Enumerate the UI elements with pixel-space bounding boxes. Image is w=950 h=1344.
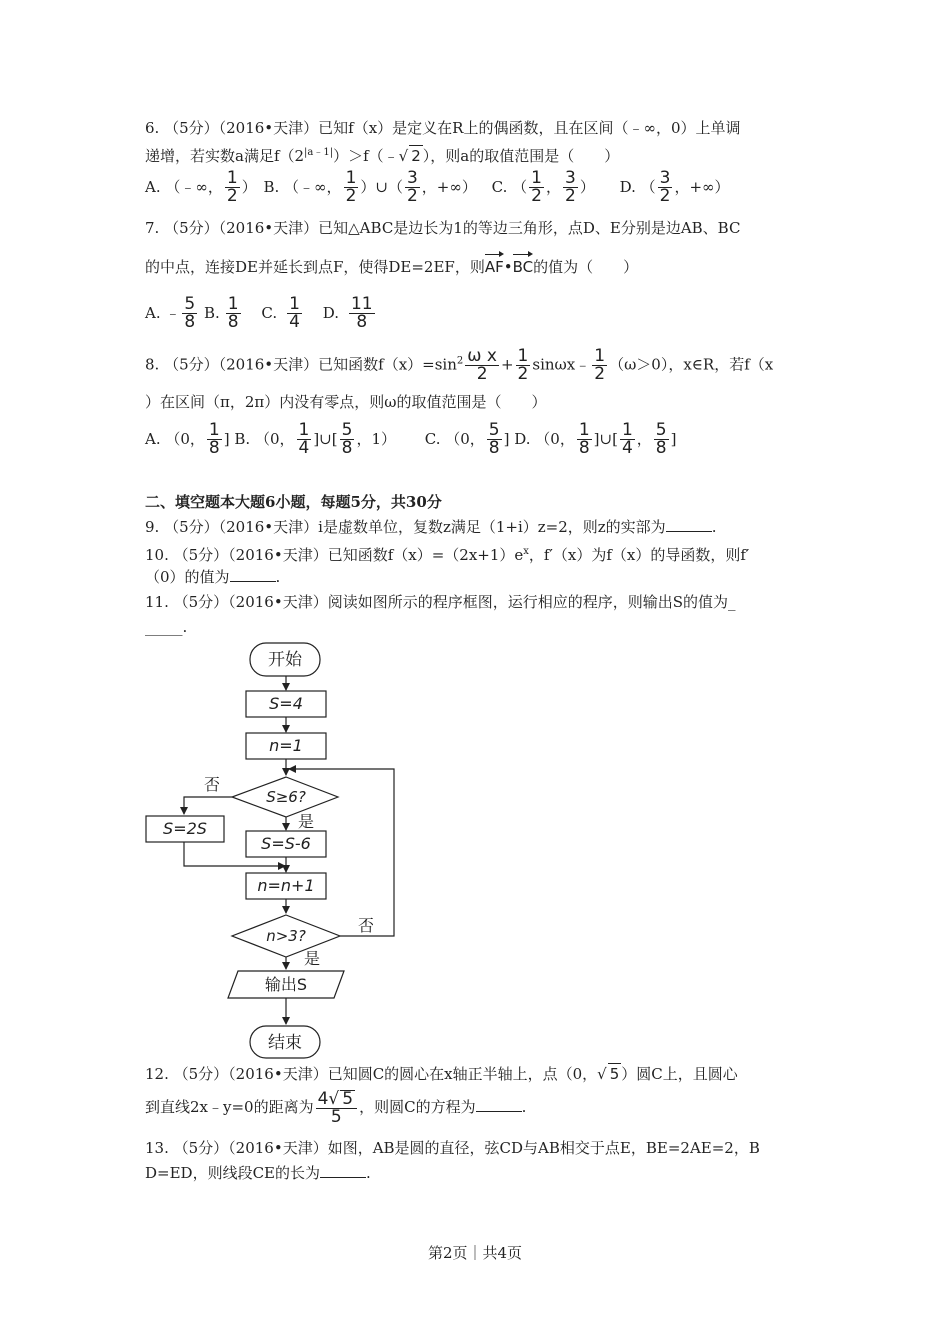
yes1-label: 是 [297, 812, 315, 831]
start-label: 开始 [268, 650, 302, 670]
q6-line1: 6. （5分）（2016•天津）已知f（x）是定义在R上的偶函数，且在区间（﹣∞，0）上单调 [145, 119, 741, 137]
q7-option-d: D. $\frac{11}{8}$ [322, 294, 373, 332]
q13-line1: 13. （5分）（2016•天津）如图，AB是圆的直径，弦CD与AB相交于点E，BE=2AE=2，B [145, 1139, 760, 1157]
q9-line: 9. （5分）（2016•天津）i是虚数单位，复数z满足（1+i）z=2，则z的实部为 . [145, 518, 717, 536]
n1-label: n=1 [269, 736, 303, 755]
q13-line2: D=ED，则线段CE的长为 . [145, 1164, 371, 1182]
q6-option-a: A. （﹣∞， $\frac{1}{2}$ ） [145, 168, 257, 206]
q7-option-c: C. $\frac{1}{4}$ [261, 294, 300, 332]
q7-line2: 的中点，连接DE并延长到点F，使得DE=2EF，则AF•BC的值为（ ） [145, 258, 639, 276]
ss6-label: S=S-6 [261, 834, 311, 853]
q8-line1: 8. （5分）（2016•天津）已知函数$f(x)=\sin^2$ $\frac{\text{ω x}}{2}$ + $\frac{1}{2}$ sinωx﹣ $\frac{1}{2}$ （ω＞0），x∈R，若f（x [145, 346, 774, 384]
q13-answer-blank [320, 1163, 366, 1178]
q6-line2: 递增，若实数a满足$f(2^{|a﹣1|})>f(﹣√$ 2 ），则a的取值范围是（ ） [145, 147, 620, 165]
q6-options [145, 170, 730, 205]
q8-options [145, 422, 676, 457]
q10-line2: （0）的值为 . [145, 568, 281, 586]
q7-line1: 7. （5分）（2016•天津）已知△ABC是边长为1的等边三角形，点D、E分别是边AB、BC [145, 219, 741, 237]
q10-line1: 10. （5分）（2016•天津）已知函数$f(x)=(2x+1)e^x$，f′（x）为f（x）的导函数，则f′ [145, 546, 750, 564]
s2s-label: S=2S [163, 819, 207, 838]
q11-line1: 11. （5分）（2016•天津）阅读如图所示的程序框图，运行相应的程序，则输出S的值为_ [145, 593, 736, 611]
q12-answer-blank [476, 1097, 522, 1112]
q7-options [145, 296, 377, 331]
q12-line2: 到直线2x﹣y=0的距离为 $\frac{4√ 5}{5}$ ，则圆C的方程为 . [145, 1089, 527, 1127]
q7-option-a: A. ﹣ $\frac{5}{8}$ [145, 294, 196, 332]
page-footer: 第2页｜共4页 [427, 1244, 523, 1262]
q8-option-a: A. （0， $\frac{1}{8}$ ] [145, 420, 230, 458]
q8-option-c: C. （0， $\frac{5}{8}$ ] [424, 420, 510, 458]
q7-option-b: B. $\frac{1}{8}$ [203, 294, 239, 332]
no2-label: 否 [357, 916, 375, 935]
cond2-label: n>3? [266, 927, 306, 945]
q6-option-d: D. （ $\frac{3}{2}$ ，+∞） [619, 168, 730, 206]
cond1-label: S≥6? [266, 788, 306, 806]
section-heading: 二、填空题本大题6小题，每题5分，共30分 [145, 493, 442, 511]
q8-option-b: B. （0， $\frac{1}{4}$ ]∪[ $\frac{5}{8}$ ，1） [234, 420, 396, 458]
q6-option-b: B. （﹣∞， $\frac{1}{2}$ ）∪（ $\frac{3}{2}$ ，+∞） [263, 168, 477, 206]
q6-option-c: C. （ $\frac{1}{2}$ ， $\frac{3}{2}$ ） [491, 168, 595, 206]
q8-line2: ）在区间（π，2π）内没有零点，则ω的取值范围是（ ） [145, 393, 547, 411]
yes2-label: 是 [303, 949, 321, 968]
q10-answer-blank [230, 567, 276, 582]
nn1-label: n=n+1 [257, 876, 315, 895]
q8-option-d: D. （0， $\frac{1}{8}$ ]∪[ $\frac{1}{4}$ ， $\frac{5}{8}$ ] [514, 420, 677, 458]
q9-answer-blank [666, 517, 712, 532]
s4-label: S=4 [269, 694, 303, 713]
flowchart [140, 638, 410, 1068]
end-label: 结束 [268, 1033, 302, 1053]
q12-line1: 12. （5分）（2016•天津）已知圆C的圆心在x轴正半轴上，点（0，√ 5 ）圆C上，且圆心 [145, 1065, 738, 1083]
output-label: 输出S [264, 975, 308, 994]
q11-line2: _____. [145, 618, 188, 636]
no1-label: 否 [203, 775, 221, 794]
